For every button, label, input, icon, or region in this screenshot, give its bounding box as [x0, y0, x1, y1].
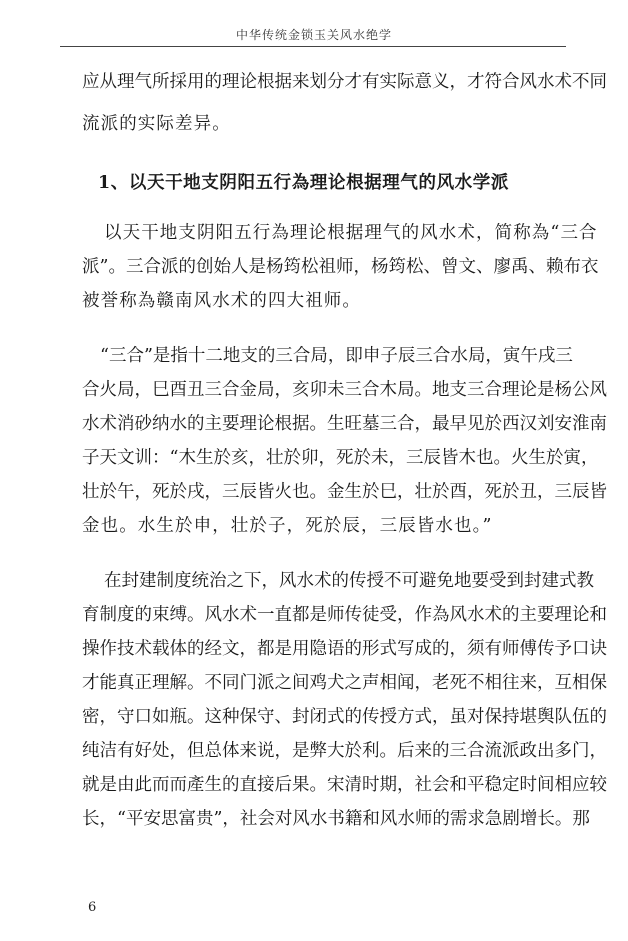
text-line: 密，守口如瓶。这种保守、封闭式的传授方式，虽对保持堪舆队伍的 [82, 707, 607, 727]
text-line: 被誉称為赣南风水术的四大祖师。 [82, 291, 361, 311]
page-number: 6 [88, 900, 97, 915]
text-line: 合火局，巳酉丑三合金局，亥卯未三合木局。地支三合理论是杨公风 [82, 380, 607, 400]
text-line: 操作技术载体的经文，都是用隐语的形式写成的，须有师傅传予口诀 [82, 639, 607, 659]
text-line: 育制度的束缚。风水术一直都是师传徒受，作為风水术的主要理论和 [82, 605, 607, 625]
running-header: 中华传统金锁玉关风水绝学 [235, 28, 392, 42]
text-line: 金也。水生於申，壮於子，死於辰，三辰皆水也。” [82, 516, 493, 536]
section-heading: 1、以天干地支阴阳五行為理论根据理气的风水学派 [98, 173, 509, 193]
header-divider [60, 46, 566, 47]
text-line: 纯洁有好处，但总体来说，是弊大於利。后来的三合流派政出多门， [82, 741, 607, 761]
text-line: 以天干地支阴阳五行為理论根据理气的风水术，简称為“三合 [104, 223, 598, 243]
text-line: 才能真正理解。不同门派之间鸡犬之声相闻，老死不相往来，互相保 [82, 673, 607, 693]
text-line: “三合”是指十二地支的三合局，即申子辰三合水局，寅午戌三 [100, 346, 573, 366]
text-line: 壮於午，死於戌，三辰皆火也。金生於巳，壮於酉，死於丑，三辰皆 [82, 482, 607, 502]
text-line: 就是由此而而產生的直接后果。宋清时期，社会和平稳定时间相应较 [82, 775, 607, 795]
text-line: 长，“平安思富贵”，社会对风水书籍和风水师的需求急剧增长。那 [82, 809, 590, 829]
text-line: 流派的实际差异。 [82, 114, 231, 134]
text-line: 水术消砂纳水的主要理论根据。生旺墓三合，最早见於西汉刘安淮南 [82, 414, 607, 434]
text-line: 派”。三合派的创始人是杨筠松祖师，杨筠松、曾文、廖禹、赖布衣 [82, 257, 599, 277]
text-line: 应从理气所採用的理论根据来划分才有实际意义，才符合风水术不同 [82, 72, 607, 92]
text-line: 子天文训：“木生於亥，壮於卯，死於未，三辰皆木也。火生於寅， [82, 448, 599, 468]
text-line: 在封建制度统治之下，风水术的传授不可避免地要受到封建式教 [104, 571, 594, 591]
